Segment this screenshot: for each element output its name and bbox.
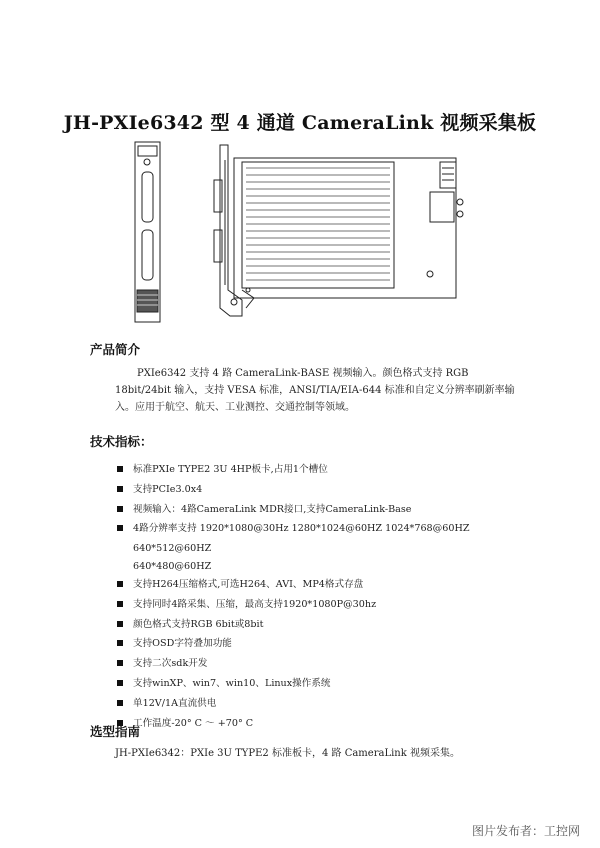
list-item-continuation: 640*480@60HZ [133,560,212,572]
selection-text: JH-PXIe6342：PXIe 3U TYPE2 标准板卡，4 路 CameraLink 视频采集。 [115,748,460,759]
list-item: 支持PCIe3.0x4 [117,480,537,500]
bullet-icon [117,700,123,706]
list-item: 支持同时4路采集、压缩，最高支持1920*1080P@30hz [117,595,537,615]
list-item: 工作温度-20° C ～ +70° C [117,714,537,734]
bullet-icon [117,621,123,627]
intro-paragraph: PXIe6342 支持 4 路 CameraLink-BASE 视频输入。颜色格式支持 RGB 18bit/24bit 输入，支持 VESA 标准，ANSI/TIA/EIA-644 标准和自定义分辨率刷新率输入。应用于航空、航天、工业测控、交通控制等领域。 [115,368,515,413]
list-item: 颜色格式支持RGB 6bit或8bit [117,615,537,635]
product-board-drawing [130,140,480,330]
bullet-icon [117,601,123,607]
specs-heading: 技术指标： [90,434,153,449]
list-item: 支持二次sdk开发 [117,654,537,674]
bullet-icon [117,640,123,646]
list-item: 4路分辨率支持 1920*1080@30Hz 1280*1024@60HZ 1024*768@60HZ 640*512@60HZ 640*480@60HZ [117,519,537,575]
list-item: 支持H264压缩格式,可选H264、AVI、MP4格式存盘 [117,575,537,595]
list-item: 支持OSD字符叠加功能 [117,634,537,654]
bullet-icon [117,466,123,472]
bullet-icon [117,680,123,686]
list-item: 单12V/1A直流供电 [117,694,537,714]
bullet-icon [117,581,123,587]
bullet-icon [117,525,123,531]
bullet-icon [117,660,123,666]
specs-list [117,460,537,733]
bullet-icon [117,506,123,512]
document-title: JH-PXIe6342 型 4 通道 CameraLink 视频采集板 [63,112,537,134]
list-item: 标准PXIe TYPE2 3U 4HP板卡,占用1个槽位 [117,460,537,480]
image-credit: 图片发布者：工控网 [471,824,580,838]
intro-heading: 产品简介 [90,342,141,357]
list-item: 支持winXP、win7、win10、Linux操作系统 [117,674,537,694]
list-item: 视频输入：4路CameraLink MDR接口,支持CameraLink-Base [117,500,537,520]
selection-heading: 选型指南 [90,724,141,739]
bullet-icon [117,486,123,492]
